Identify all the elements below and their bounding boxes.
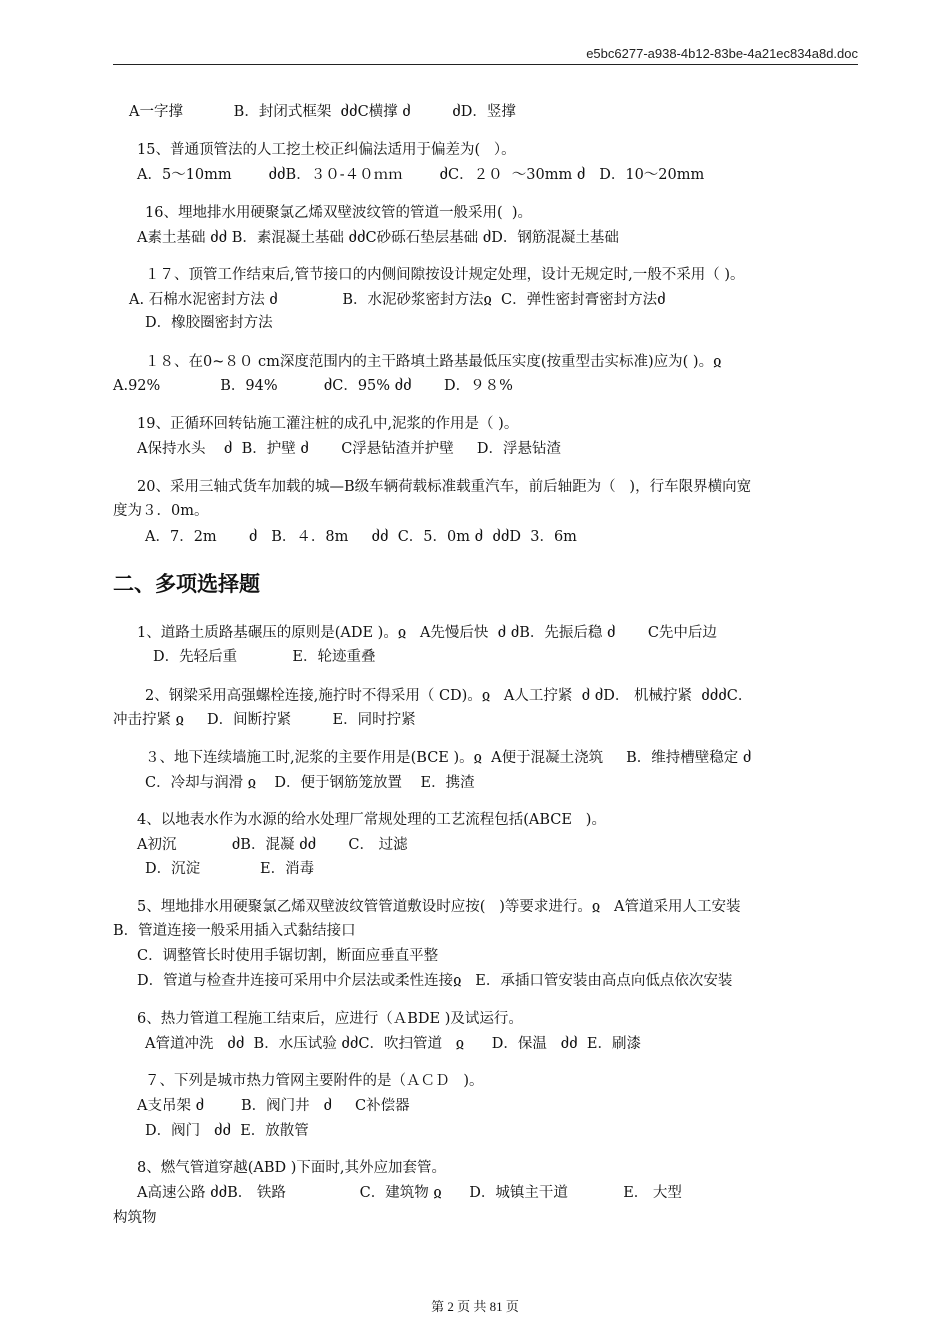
- q15-stem: 15、普通顶管法的人工挖土校正纠偏法适用于偏差为( ）。: [137, 142, 516, 158]
- m1-options: D．先轻后重 E．轮迹重叠: [153, 649, 376, 665]
- m7-options: A支吊架 ძ B．阀门井 ძ C补偿器: [137, 1098, 410, 1114]
- m3-stem: ３、地下连续墙施工时,泥浆的主要作用是(BCE )。ჲ A便于混凝土浇筑 B．维持槽壁稳定 ძ: [145, 750, 752, 766]
- m2-stem: 2、钢梁采用高强螺栓连接,施拧时不得采用（ CD)。ჲ A人工拧紧 ძ ძD． 机械拧紧 ძძძC．: [145, 688, 753, 704]
- m1-stem: 1、道路土质路基碾压的原则是(ADE )。ჲ A先慢后快 ძ ძB．先振后稳 ძ C先中后边: [137, 625, 717, 641]
- m5-stem: 5、埋地排水用硬聚氯乙烯双壁波纹管管道敷设时应按( )等要求进行。ჲ A管道采用人工安装: [137, 899, 741, 915]
- q19-stem: 19、正循环回转钻施工灌注桩的成孔中,泥浆的作用是（ )。: [137, 416, 519, 432]
- q17-option-d: D．橡胶圈密封方法: [145, 315, 273, 331]
- q20-options: A．7．2m ძ B．４．8m ძძ C．5．0m ძ ძძD 3．6m: [145, 529, 577, 545]
- m4-stem: 4、以地表水作为水源的给水处理厂常规处理的工艺流程包括(ABCE )。: [137, 812, 606, 828]
- q19-options: A保持水头 ძ B．护壁 ძ C浮悬钻渣并护壁 D．浮悬钻渣: [137, 441, 561, 457]
- section-title: 二、多项选择题: [113, 572, 260, 596]
- m2-options: 冲击拧紧 ჲ D．间断拧紧 E．同时拧紧: [113, 712, 416, 728]
- q20-stem: 20、采用三轴式货车加载的城—B级车辆荷载标准载重汽车，前后轴距为（ )，行车限界横向宽: [137, 479, 752, 495]
- q14-options: A一字撑 B．封闭式框架 ძძC横撑 ძ ძD．竖撑: [129, 104, 516, 120]
- document-filename: e5bc6277-a938-4b12-83be-4a21ec834a8d.doc: [586, 46, 858, 61]
- m7-stem: ７、下列是城市热力管网主要附件的是（ＡＣＤ )。: [145, 1073, 484, 1089]
- m4-options: A初沉 ძB．混凝 ძძ C． 过滤: [137, 837, 408, 853]
- page-number: 第 2 页 共 81 页: [431, 1299, 519, 1314]
- q17-stem: １７、顶管工作结束后,管节接口的内侧间隙按设计规定处理，设计无规定时,一般不采用（ )。: [145, 267, 745, 283]
- m5-option-c: C．调整管长时使用手锯切割，断面应垂直平整: [137, 948, 439, 964]
- m8-options-cont: 构筑物: [113, 1210, 157, 1226]
- m8-options: A高速公路 ძძB． 铁路 C．建筑物 ჲ D．城镇主干道 E． 大型: [137, 1185, 682, 1201]
- q20-stem-cont: 度为３．0m。: [113, 503, 209, 519]
- q15-options: A．5～10mm ძძB．３０-４０ｍｍ ძC．２０ ～30mm ძ D．10～20mm: [137, 167, 705, 183]
- q18-stem: １８、在0~８０ cm深度范围内的主干路填土路基最低压实度(按重型击实标准)应为( )。ჲ: [145, 354, 722, 370]
- m7-options-cont: D．阀门 ძძ E．放散管: [145, 1123, 309, 1139]
- m4-options-cont: D．沉淀 E．消毒: [145, 861, 315, 877]
- q18-options: A.92% B．94% ძC．95% ძძ D．９８%: [113, 378, 513, 394]
- m5-option-b: B．管道连接一般采用插入式黏结接口: [113, 923, 356, 939]
- m6-options: A管道冲洗 ძძ B．水压试验 ძძC．吹扫管道 ჲ D．保温 ძძ E．刷漆: [145, 1036, 642, 1052]
- header-divider: [113, 64, 858, 65]
- q16-stem: 16、埋地排水用硬聚氯乙烯双壁波纹管的管道一般采用( )。: [145, 205, 532, 221]
- q17-options: A. 石棉水泥密封方法 ძ B．水泥砂浆密封方法ჲ C．弹性密封膏密封方法ძ: [129, 292, 666, 308]
- m5-option-de: D．管道与检查井连接可采用中介层法或柔性连接ჲ E．承插口管安装由高点向低点依次安装: [137, 973, 733, 989]
- q16-options: A素土基础 ძძ B．素混凝土基础 ძძC砂砾石垫层基础 ძD．钢筋混凝土基础: [137, 230, 619, 246]
- m3-options: C．冷却与润滑 ჲ D．便于钢筋笼放置 E．携渣: [145, 775, 475, 791]
- m8-stem: 8、燃气管道穿越(ABD )下面时,其外应加套管。: [137, 1160, 447, 1176]
- m6-stem: 6、热力管道工程施工结束后，应进行（ＡBDE )及试运行。: [137, 1011, 523, 1027]
